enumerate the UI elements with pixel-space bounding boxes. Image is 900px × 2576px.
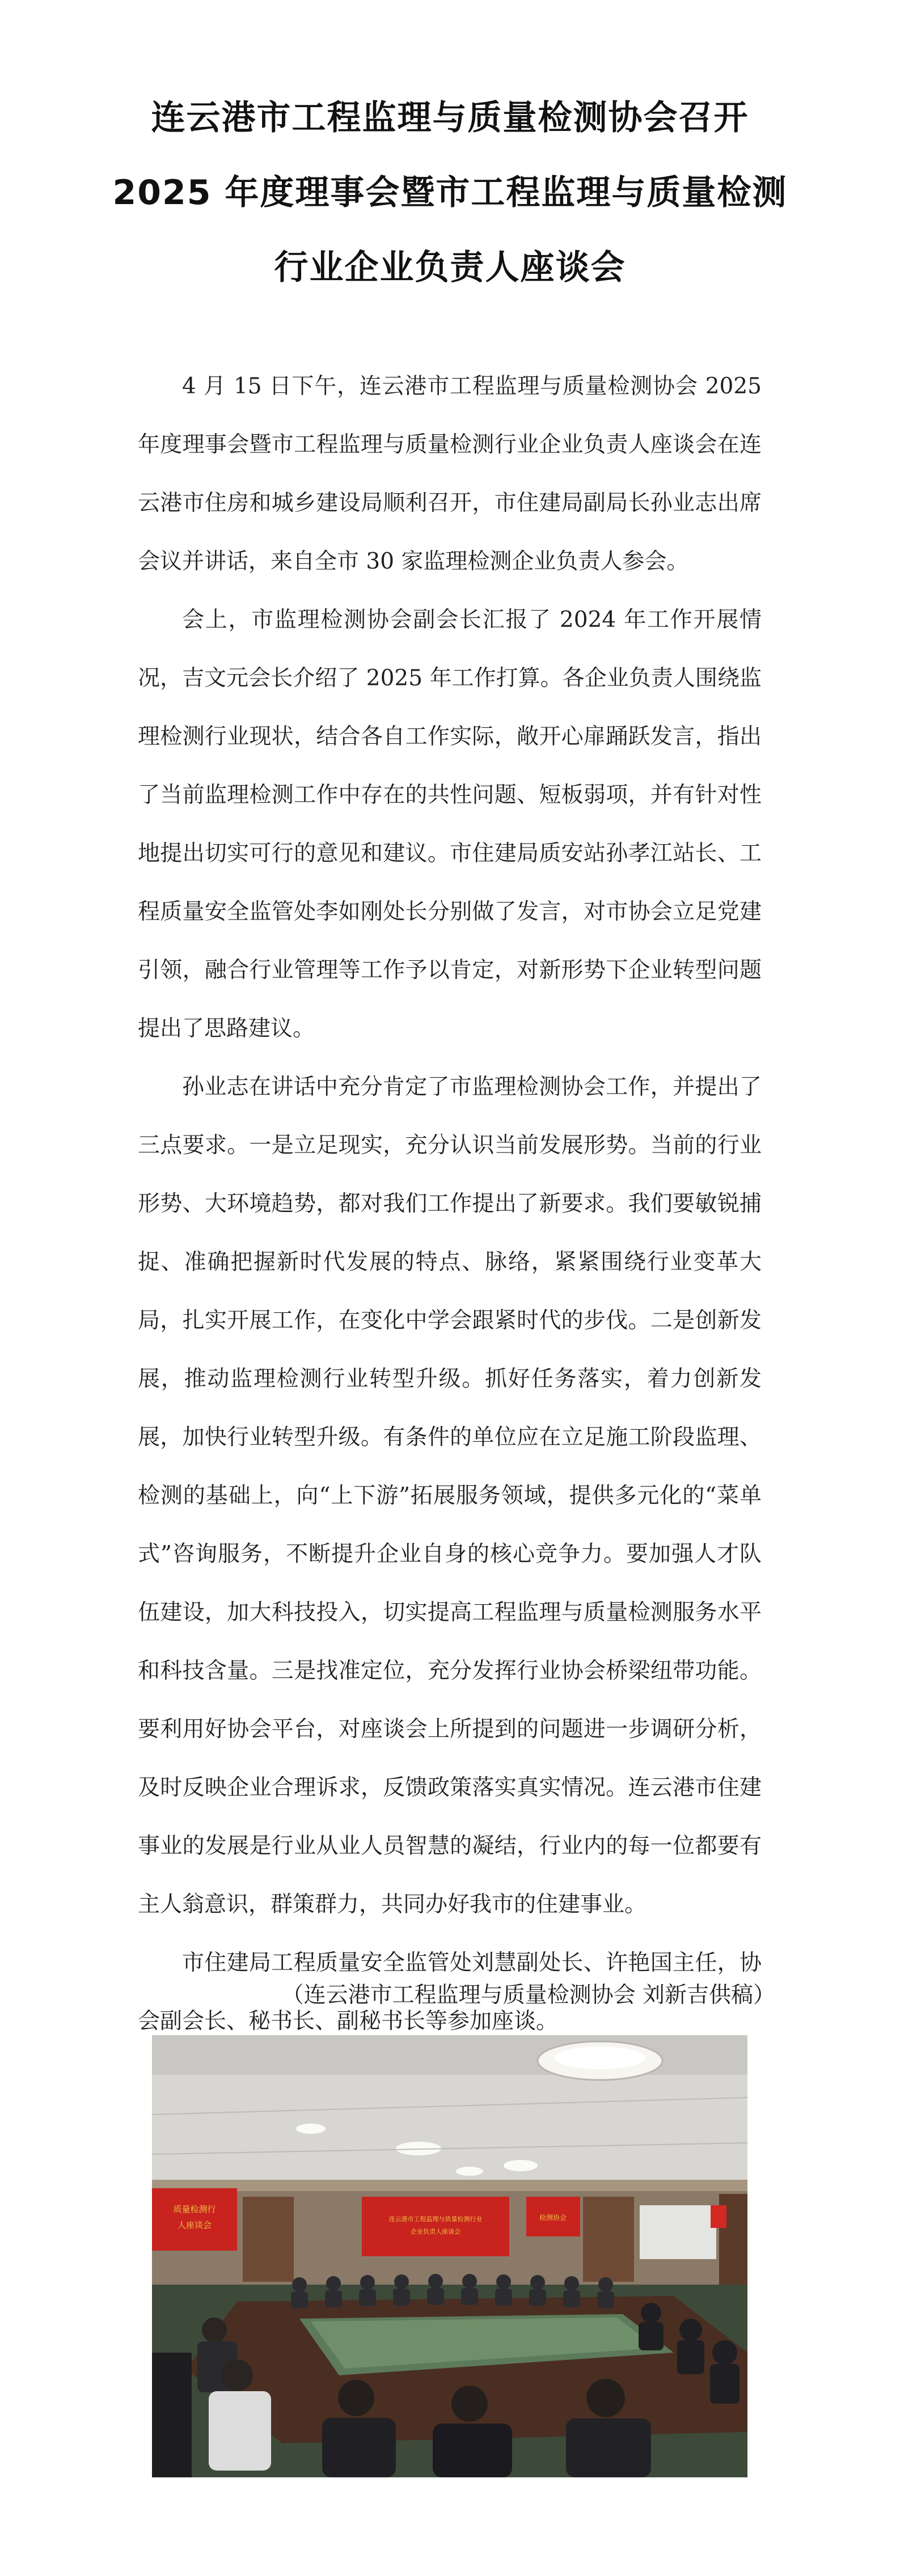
paragraph-2: 会上，市监理检测协会副会长汇报了 2024 年工作开展情况，吉文元会长介绍了 2025 年工作打算。各企业负责人围绕监理检测行业现状，结合各自工作实际，敞开心扉踊跃发言，指出了当前监理检测工作中存在的共性问题、短板弱项，并有针对性地提出切实可行的意见和建议。市住建局质安站孙孝江站长、工程质量安全监管处李如刚处长分别做了发言，对市协会立足党建引领，融合行业管理等工作予以肯定，对新形势下企业转型问题提出了思路建议。 xyxy=(138,607,762,1041)
banner-center xyxy=(362,2197,509,2256)
paragraph-3: 孙业志在讲话中充分肯定了市监理检测协会工作，并提出了三点要求。一是立足现实，充分认识当前发展形势。当前的行业形势、大环境趋势，都对我们工作提出了新要求。我们要敏锐捕捉、准确把握新时代发展的特点、脉络，紧紧围绕行业变革大局，扎实开展工作，在变化中学会跟紧时代的步伐。二是创新发展，推动监理检测行业转型升级。抓好任务落实，着力创新发展，加快行业转型升级。有条件的单位应在立足施工阶段监理、检测的基础上，向“上下游”拓展服务领域，提供多元化的“菜单式”咨询服务，不断提升企业自身的核心竞争力。要加强人才队伍建设，加大科技投入，切实提高工程监理与质量检测服务水平和科技含量。三是找准定位，充分发挥行业协会桥梁纽带功能。要利用好协会平台，对座谈会上所提到的问题进一步调研分析，及时反映企业合理诉求，反馈政策落实真实情况。连云港市住建事业的发展是行业从业人员智慧的凝结，行业内的每一位都要有主人翁意识，群策群力，共同办好我市的住建事业。 xyxy=(138,1074,762,1917)
article-body xyxy=(138,357,762,2050)
downlight xyxy=(296,2124,326,2134)
banner-left-text-2: 人座谈会 xyxy=(177,2220,212,2230)
meeting-photo-illustration xyxy=(152,2035,747,2477)
headline-line-3: 行业企业负责人座谈会 xyxy=(274,248,626,287)
banner-center-text-1: 连云港市工程监理与质量检测行业 xyxy=(388,2215,483,2223)
banner-right-text: 检测协会 xyxy=(539,2214,567,2222)
meeting-photo xyxy=(152,2035,747,2477)
flag xyxy=(711,2205,726,2228)
banner-center-text-2: 企业负责人座谈会 xyxy=(411,2228,460,2235)
downlight xyxy=(456,2167,483,2176)
banner-right xyxy=(526,2197,580,2236)
headline-line-1: 连云港市工程监理与质量检测协会召开 xyxy=(151,98,749,138)
banner-left-text-1: 质量检测行 xyxy=(173,2204,216,2214)
article-credit: （连云港市工程监理与质量检测协会 刘新吉供稿） xyxy=(281,1982,775,2008)
paragraph-4: 市住建局工程质量安全监管处刘慧副处长、许艳国主任，协会副会长、秘书长、副秘书长等参加座谈。 xyxy=(138,1950,762,2034)
banner-left xyxy=(152,2188,237,2251)
headline-line-2: 2025 年度理事会暨市工程监理与质量检测 xyxy=(112,173,788,213)
downlight xyxy=(504,2160,538,2171)
wall-board xyxy=(640,2205,716,2259)
paragraph-1: 4 月 15 日下午，连云港市工程监理与质量检测协会 2025 年度理事会暨市工程监理与质量检测行业企业负责人座谈会在连云港市住房和城乡建设局顺利召开，市住建局副局长孙业志出席会议并讲话，来自全市 30 家监理检测企业负责人参会。 xyxy=(138,374,762,574)
